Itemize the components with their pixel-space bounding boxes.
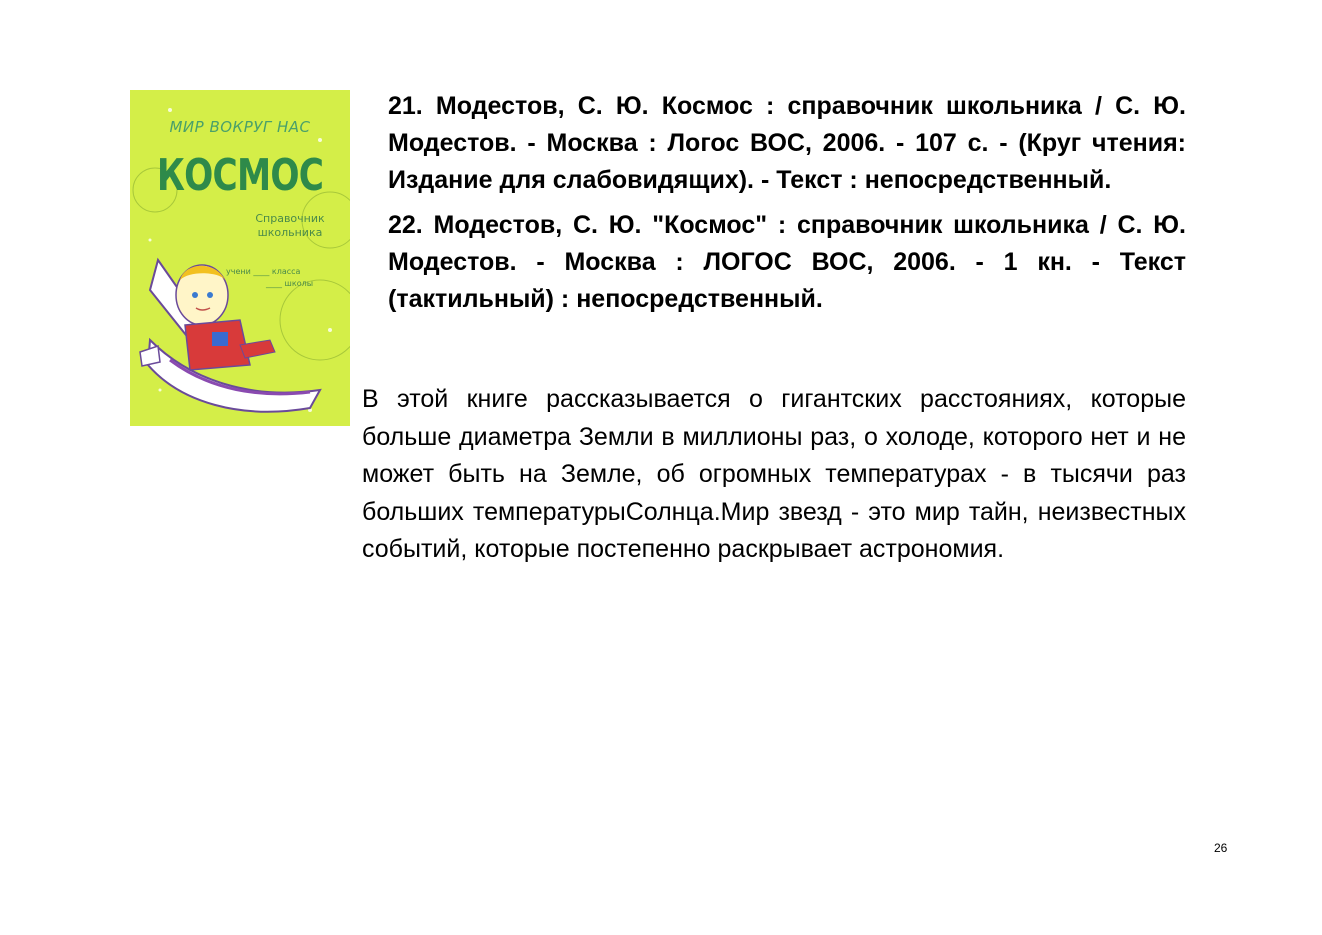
cover-form-lines xyxy=(226,266,313,290)
bibliography-entries xyxy=(388,88,1186,326)
book-cover-image xyxy=(130,90,350,426)
cover-series-title: МИР ВОКРУГ НАС xyxy=(169,118,311,136)
cover-line-class: учени ____ класса xyxy=(226,267,301,276)
page-number: 26 xyxy=(1214,841,1228,855)
cover-title: КОСМОС xyxy=(156,150,324,201)
bibliography-entry-22: 22. Модестов, С. Ю. "Космос" : справочник школьника / С. Ю. Модестов. - Москва : ЛОГОС ВОС, 2006. - 1 кн. - Текст (тактильный) : непосредственный. xyxy=(388,211,1186,313)
book-description: В этой книге рассказывается о гигантских расстояниях, которые больше диаметра Земли в миллионы раз, о холоде, которого нет и не может быть на Земле, об огромных температурах - в тысячи раз больших температурыСолнца.Мир звезд - это мир тайн, неизвестных событий, которые постепенно раскрывает астрономия. xyxy=(362,385,1186,563)
cover-line-school: ____ школы xyxy=(266,279,314,288)
bibliography-entry-21: 21. Модестов, С. Ю. Космос : справочник школьника / С. Ю. Модестов. - Москва : Логос ВОС, 2006. - 107 с. - (Круг чтения: Издание для слабовидящих). - Текст : непосредственный. xyxy=(388,92,1186,194)
cover-illustration xyxy=(130,90,350,426)
cover-subtitle: Справочник школьника xyxy=(255,212,325,239)
